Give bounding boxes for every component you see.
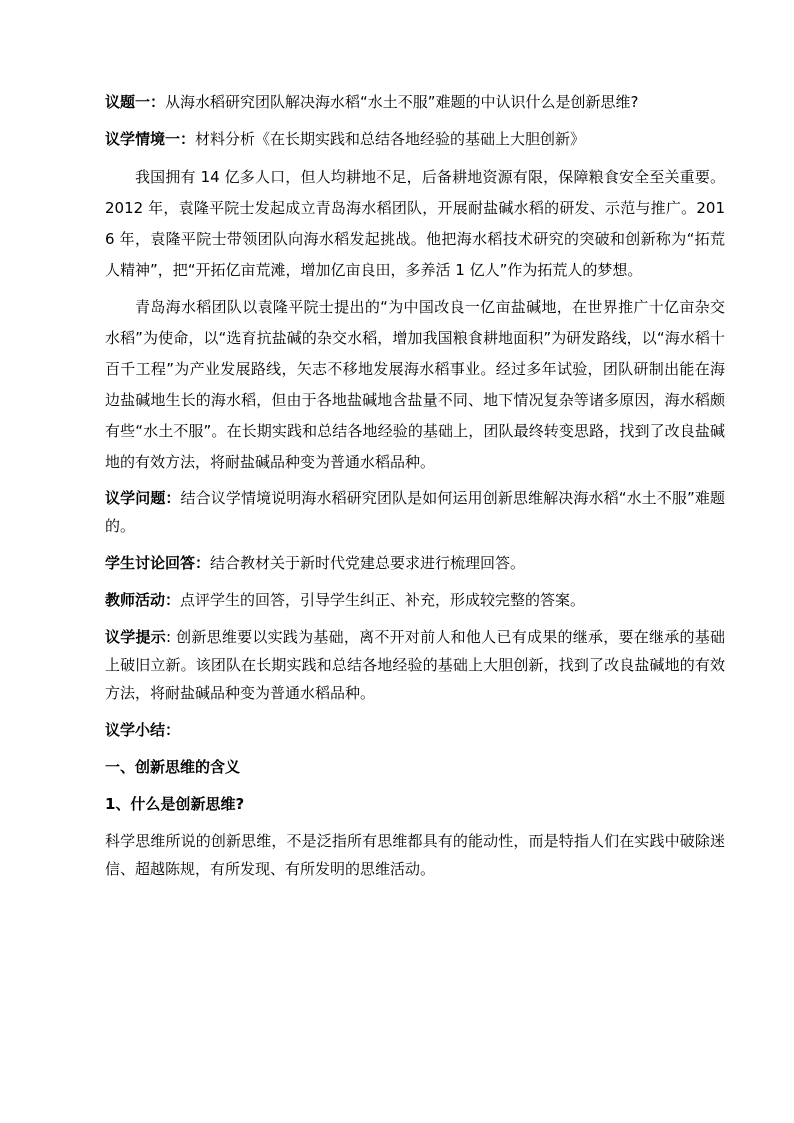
scenario-label: 议学情境一： (105, 130, 196, 148)
teacher-text: 点评学生的回答，引导学生纠正、补充，形成较完整的答案。 (180, 591, 586, 609)
document-content (105, 88, 725, 892)
summary-definition-text: 科学思维所说的创新思维，不是泛指所有思维都具有的能动性，而是特指人们在实践中破除迷信、超越陈规，有所发现、有所发明的思维活动。 (105, 832, 725, 878)
summary-label: 议学小结： (105, 721, 181, 739)
scenario-text: 材料分析《在长期实践和总结各地经验的基础上大胆创新》 (195, 130, 586, 148)
teacher-label: 教师活动： (105, 591, 181, 609)
hint-label: 议学提示 (105, 628, 167, 646)
summary-definition (105, 827, 725, 883)
question-text: 结合议学情境说明海水稻研究团队是如何运用创新思维解决海水稻“水土不服”难题的。 (105, 489, 725, 535)
topic-label: 议题一： (105, 93, 166, 111)
hint-line (105, 623, 725, 707)
discussion-label: 学生讨论回答： (105, 554, 211, 572)
discussion-line (105, 549, 725, 577)
topic-text: 从海水稻研究团队解决海水稻“水土不服”难题的中认识什么是创新思维? (165, 93, 639, 111)
scenario-line (105, 125, 725, 153)
summary-section-text: 一、创新思维的含义 (105, 758, 241, 776)
question-line (105, 484, 725, 540)
discussion-text: 结合教材关于新时代党建总要求进行梳理回答。 (210, 554, 526, 572)
topic-line (105, 88, 725, 116)
scenario-paragraph-1: 我国拥有 14 亿多人口，但人均耕地不足，后备耕地资源有限，保障粮食安全至关重要。2012 年，袁隆平院士发起成立青岛海水稻团队，开展耐盐碱水稻的研发、示范与推广。2016 年，袁隆平院士带领团队向海水稻发起挑战。他把海水稻技术研究的突破和创新称为“拓荒人精神”，把“开拓亿亩荒滩，增加亿亩良田，多养活 1 亿人”作为拓荒人的梦想。 (105, 168, 725, 279)
summary-label-line (105, 716, 725, 744)
summary-subsection-heading (105, 790, 725, 818)
scenario-paragraph-2: 青岛海水稻团队以袁隆平院士提出的“为中国改良一亿亩盐碱地，在世界推广十亿亩杂交水稻”为使命，以“选育抗盐碱的杂交水稻，增加我国粮食耕地面积”为研发路线，以“海水稻十百千工程”为产业发展路线，矢志不移地发展海水稻事业。经过多年试验，团队研制出能在海边盐碱地生长的海水稻，但由于各地盐碱地含盐量不同、地下情况复杂等诸多原因，海水稻颇有些“水土不服”。在长期实践和总结各地经验的基础上，团队最终转变思路，找到了改良盐碱地的有效方法，将耐盐碱品种变为普通水稻品种。 (105, 298, 725, 471)
summary-section-heading (105, 753, 725, 781)
teacher-line (105, 586, 725, 614)
hint-text: : 创新思维要以实践为基础，离不开对前人和他人已有成果的继承，要在继承的基础上破旧立新。该团队在长期实践和总结各地经验的基础上大胆创新，找到了改良盐碱地的有效方法，将耐盐碱品种变为普通水稻品种。 (105, 628, 725, 702)
summary-subsection-text: 1、什么是创新思维? (105, 795, 245, 813)
question-label: 议学问题： (105, 489, 181, 507)
